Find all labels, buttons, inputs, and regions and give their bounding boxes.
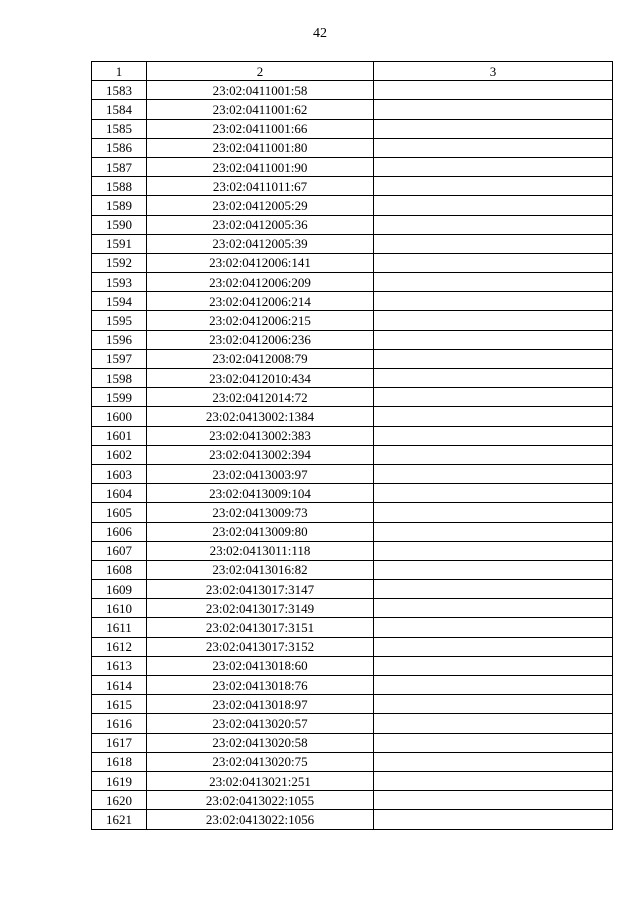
row-number-cell: 1585	[92, 119, 147, 138]
cadastral-number-cell: 23:02:0411001:80	[147, 138, 374, 157]
row-number-cell: 1602	[92, 445, 147, 464]
row-number-cell: 1618	[92, 752, 147, 771]
cadastral-number-cell: 23:02:0413003:97	[147, 464, 374, 483]
table-row	[92, 464, 613, 483]
cadastral-number-cell: 23:02:0412006:209	[147, 273, 374, 292]
column-header-3: 3	[374, 62, 613, 81]
notes-cell	[374, 234, 613, 253]
row-number-cell: 1594	[92, 292, 147, 311]
table-row	[92, 541, 613, 560]
table-row	[92, 119, 613, 138]
cadastral-number-cell: 23:02:0413018:97	[147, 695, 374, 714]
notes-cell	[374, 177, 613, 196]
cadastral-number-cell: 23:02:0413009:73	[147, 503, 374, 522]
table-row	[92, 733, 613, 752]
notes-cell	[374, 119, 613, 138]
row-number-cell: 1607	[92, 541, 147, 560]
row-number-cell: 1608	[92, 560, 147, 579]
notes-cell	[374, 733, 613, 752]
notes-cell	[374, 618, 613, 637]
cadastral-number-cell: 23:02:0411001:90	[147, 157, 374, 176]
table-row	[92, 388, 613, 407]
table-row	[92, 445, 613, 464]
table-row	[92, 580, 613, 599]
table-row	[92, 100, 613, 119]
cadastral-number-cell: 23:02:0413020:57	[147, 714, 374, 733]
cadastral-number-cell: 23:02:0412005:39	[147, 234, 374, 253]
cadastral-number-cell: 23:02:0413017:3147	[147, 580, 374, 599]
notes-cell	[374, 311, 613, 330]
row-number-cell: 1596	[92, 330, 147, 349]
cadastral-number-cell: 23:02:0413002:383	[147, 426, 374, 445]
table-row	[92, 637, 613, 656]
row-number-cell: 1590	[92, 215, 147, 234]
table-row	[92, 311, 613, 330]
table-row	[92, 234, 613, 253]
notes-cell	[374, 369, 613, 388]
notes-cell	[374, 426, 613, 445]
row-number-cell: 1616	[92, 714, 147, 733]
table-row	[92, 771, 613, 790]
row-number-cell: 1599	[92, 388, 147, 407]
table-row	[92, 484, 613, 503]
column-header-1: 1	[92, 62, 147, 81]
notes-cell	[374, 464, 613, 483]
cadastral-number-cell: 23:02:0413017:3149	[147, 599, 374, 618]
notes-cell	[374, 349, 613, 368]
cadastral-number-cell: 23:02:0413002:1384	[147, 407, 374, 426]
notes-cell	[374, 330, 613, 349]
row-number-cell: 1601	[92, 426, 147, 445]
cadastral-number-cell: 23:02:0413022:1056	[147, 810, 374, 829]
table-row	[92, 196, 613, 215]
cadastral-number-cell: 23:02:0413021:251	[147, 771, 374, 790]
cadastral-number-cell: 23:02:0412005:29	[147, 196, 374, 215]
cadastral-number-cell: 23:02:0413018:60	[147, 656, 374, 675]
cadastral-number-cell: 23:02:0413020:75	[147, 752, 374, 771]
cadastral-table	[91, 61, 613, 830]
notes-cell	[374, 580, 613, 599]
notes-cell	[374, 292, 613, 311]
table-row	[92, 292, 613, 311]
notes-cell	[374, 253, 613, 272]
row-number-cell: 1605	[92, 503, 147, 522]
cadastral-number-cell: 23:02:0411001:62	[147, 100, 374, 119]
table-row	[92, 81, 613, 100]
row-number-cell: 1611	[92, 618, 147, 637]
cadastral-number-cell: 23:02:0411001:66	[147, 119, 374, 138]
row-number-cell: 1603	[92, 464, 147, 483]
row-number-cell: 1613	[92, 656, 147, 675]
table-row	[92, 426, 613, 445]
table-row	[92, 522, 613, 541]
table-row	[92, 273, 613, 292]
table-row	[92, 407, 613, 426]
row-number-cell: 1606	[92, 522, 147, 541]
cadastral-number-cell: 23:02:0412006:215	[147, 311, 374, 330]
table-row	[92, 157, 613, 176]
notes-cell	[374, 637, 613, 656]
notes-cell	[374, 676, 613, 695]
notes-cell	[374, 445, 613, 464]
cadastral-number-cell: 23:02:0411011:67	[147, 177, 374, 196]
cadastral-number-cell: 23:02:0412006:236	[147, 330, 374, 349]
cadastral-number-cell: 23:02:0413018:76	[147, 676, 374, 695]
row-number-cell: 1586	[92, 138, 147, 157]
table-row	[92, 215, 613, 234]
table-row	[92, 503, 613, 522]
notes-cell	[374, 215, 613, 234]
cadastral-number-cell: 23:02:0412008:79	[147, 349, 374, 368]
table-row	[92, 349, 613, 368]
row-number-cell: 1583	[92, 81, 147, 100]
row-number-cell: 1610	[92, 599, 147, 618]
notes-cell	[374, 541, 613, 560]
table-row	[92, 599, 613, 618]
notes-cell	[374, 810, 613, 829]
header-row	[92, 62, 613, 81]
table-row	[92, 177, 613, 196]
row-number-cell: 1592	[92, 253, 147, 272]
cadastral-number-cell: 23:02:0411001:58	[147, 81, 374, 100]
column-header-2: 2	[147, 62, 374, 81]
cadastral-number-cell: 23:02:0413009:80	[147, 522, 374, 541]
row-number-cell: 1595	[92, 311, 147, 330]
row-number-cell: 1615	[92, 695, 147, 714]
row-number-cell: 1619	[92, 771, 147, 790]
notes-cell	[374, 714, 613, 733]
cadastral-number-cell: 23:02:0413011:118	[147, 541, 374, 560]
row-number-cell: 1600	[92, 407, 147, 426]
notes-cell	[374, 752, 613, 771]
notes-cell	[374, 695, 613, 714]
cadastral-number-cell: 23:02:0412010:434	[147, 369, 374, 388]
table-row	[92, 560, 613, 579]
cadastral-number-cell: 23:02:0413009:104	[147, 484, 374, 503]
notes-cell	[374, 196, 613, 215]
notes-cell	[374, 388, 613, 407]
cadastral-number-cell: 23:02:0413022:1055	[147, 791, 374, 810]
table-row	[92, 253, 613, 272]
row-number-cell: 1604	[92, 484, 147, 503]
cadastral-number-cell: 23:02:0412005:36	[147, 215, 374, 234]
table-row	[92, 695, 613, 714]
cadastral-number-cell: 23:02:0412006:141	[147, 253, 374, 272]
notes-cell	[374, 157, 613, 176]
notes-cell	[374, 522, 613, 541]
notes-cell	[374, 484, 613, 503]
row-number-cell: 1593	[92, 273, 147, 292]
notes-cell	[374, 599, 613, 618]
table-row	[92, 714, 613, 733]
table-row	[92, 656, 613, 675]
row-number-cell: 1588	[92, 177, 147, 196]
table-row	[92, 138, 613, 157]
table-row	[92, 330, 613, 349]
notes-cell	[374, 100, 613, 119]
row-number-cell: 1612	[92, 637, 147, 656]
row-number-cell: 1620	[92, 791, 147, 810]
cadastral-number-cell: 23:02:0413016:82	[147, 560, 374, 579]
notes-cell	[374, 407, 613, 426]
table-row	[92, 810, 613, 829]
row-number-cell: 1587	[92, 157, 147, 176]
row-number-cell: 1621	[92, 810, 147, 829]
cadastral-number-cell: 23:02:0413020:58	[147, 733, 374, 752]
notes-cell	[374, 81, 613, 100]
table-row	[92, 618, 613, 637]
table-row	[92, 791, 613, 810]
row-number-cell: 1597	[92, 349, 147, 368]
cadastral-number-cell: 23:02:0413017:3151	[147, 618, 374, 637]
notes-cell	[374, 771, 613, 790]
row-number-cell: 1614	[92, 676, 147, 695]
table-row	[92, 369, 613, 388]
notes-cell	[374, 791, 613, 810]
row-number-cell: 1584	[92, 100, 147, 119]
notes-cell	[374, 273, 613, 292]
page-number: 42	[313, 26, 327, 41]
row-number-cell: 1609	[92, 580, 147, 599]
table-row	[92, 676, 613, 695]
row-number-cell: 1617	[92, 733, 147, 752]
cadastral-number-cell: 23:02:0413002:394	[147, 445, 374, 464]
table-body	[92, 81, 613, 829]
table-row	[92, 752, 613, 771]
cadastral-number-cell: 23:02:0413017:3152	[147, 637, 374, 656]
table-header	[92, 62, 613, 81]
notes-cell	[374, 560, 613, 579]
row-number-cell: 1589	[92, 196, 147, 215]
notes-cell	[374, 656, 613, 675]
notes-cell	[374, 503, 613, 522]
cadastral-number-cell: 23:02:0412006:214	[147, 292, 374, 311]
cadastral-number-cell: 23:02:0412014:72	[147, 388, 374, 407]
notes-cell	[374, 138, 613, 157]
row-number-cell: 1591	[92, 234, 147, 253]
row-number-cell: 1598	[92, 369, 147, 388]
